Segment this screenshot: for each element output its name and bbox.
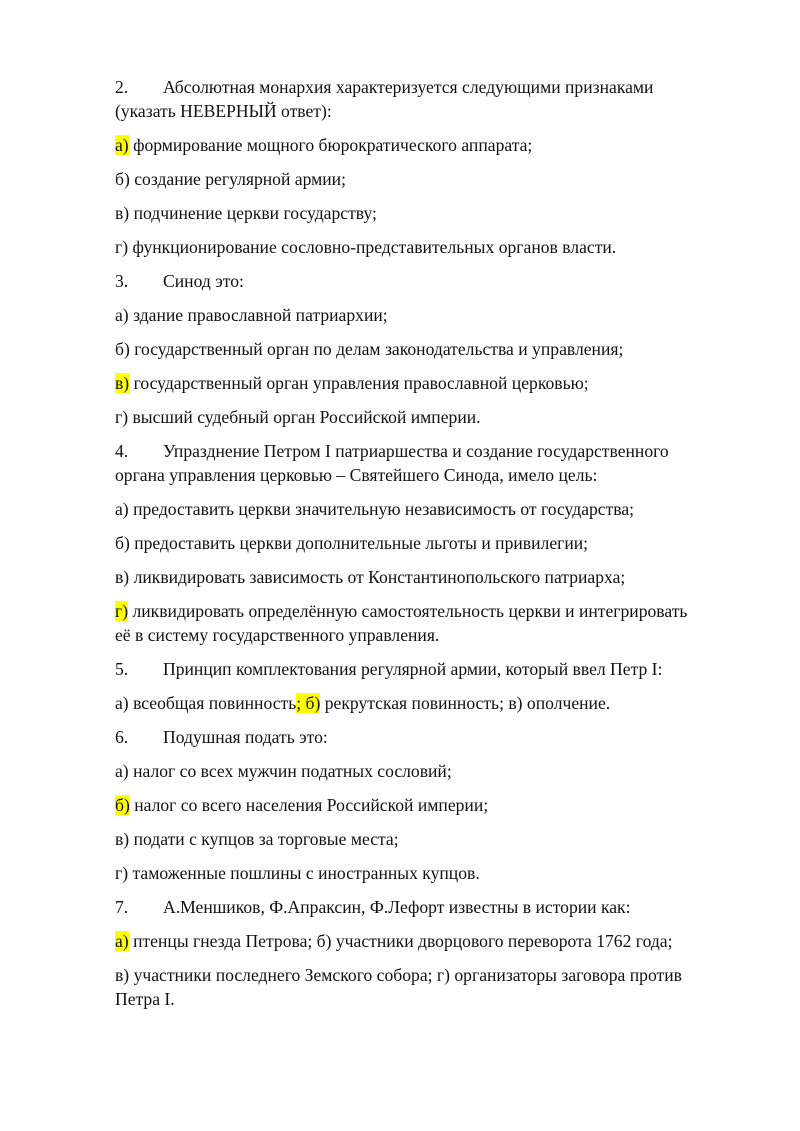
answer-option	[115, 827, 399, 851]
answer-text: предоставить церкви дополнительные льготы и привилегии;	[129, 533, 589, 553]
answer-option	[115, 929, 673, 953]
question-number: 2.	[115, 77, 129, 97]
answer-text: здание православной патриархии;	[128, 305, 388, 325]
question-text: органа управления церковью – Святейшего Синода, имело цель:	[115, 465, 598, 485]
question-3-line-1	[115, 269, 244, 293]
answer-letter: в)	[115, 203, 130, 223]
answer-text: а) всеобщая повинность	[115, 693, 297, 713]
answer-letter: г)	[115, 863, 129, 883]
answer-option	[115, 337, 623, 361]
highlighted-answer-letter: г)	[115, 601, 129, 621]
answer-letter: б)	[115, 169, 130, 189]
answer-letter: в)	[115, 567, 130, 587]
answer-option	[115, 405, 481, 429]
answer-letter: а)	[115, 305, 129, 325]
question-text: Синод это:	[163, 271, 244, 291]
question-6-line-1	[115, 725, 328, 749]
answer-text: функционирование сословно-представительных органов власти.	[128, 237, 617, 257]
answer-text: подати с купцов за торговые места;	[129, 829, 399, 849]
question-7-line-1	[115, 895, 631, 919]
answer-text: рекрутская повинность; в) ополчение.	[320, 693, 611, 713]
answer-text: налог со всего населения Российской империи;	[129, 795, 489, 815]
answer-letter: г)	[115, 237, 129, 257]
question-number: 7.	[115, 897, 129, 917]
highlighted-answer-letter: в)	[115, 373, 130, 393]
question-number: 3.	[115, 271, 129, 291]
question-number: 4.	[115, 441, 129, 461]
answer-option	[115, 201, 377, 225]
answer-letter: а)	[115, 499, 129, 519]
question-text: Принцип комплектования регулярной армии, который ввел Петр I:	[163, 659, 663, 679]
question-text: А.Меншиков, Ф.Апраксин, Ф.Лефорт известны в истории как:	[163, 897, 631, 917]
question-4-line-1	[115, 439, 669, 463]
question-number: 6.	[115, 727, 129, 747]
highlighted-answer-letter: ; б)	[296, 693, 321, 713]
answer-letter: б)	[115, 339, 130, 359]
answer-text: государственный орган по делам законодательства и управления;	[129, 339, 624, 359]
answer-text: подчинение церкви государству;	[129, 203, 377, 223]
answer-option	[115, 497, 634, 521]
answer-letter: а)	[115, 761, 129, 781]
highlighted-answer-letter: а)	[115, 931, 129, 951]
question-4-line-2	[115, 463, 597, 487]
answer-option	[115, 861, 480, 885]
answer-letter: г)	[115, 407, 129, 427]
question-text: Абсолютная монархия характеризуется следующими признаками	[163, 77, 654, 97]
answer-option	[115, 759, 452, 783]
answer-text: высший судебный орган Российской империи.	[128, 407, 481, 427]
answer-text: её в систему государственного управления.	[115, 625, 440, 645]
answer-text: ликвидировать определённую самостоятельность церкви и интегрировать	[128, 601, 688, 621]
answer-option	[115, 235, 616, 259]
question-text: Подушная подать это:	[163, 727, 328, 747]
answer-option	[115, 167, 346, 191]
answer-text: формирование мощного бюрократического аппарата;	[128, 135, 533, 155]
answer-text: Петра I.	[115, 989, 175, 1009]
answer-option	[115, 531, 588, 555]
question-5-line-1	[115, 657, 662, 681]
answer-text: налог со всех мужчин податных сословий;	[128, 761, 452, 781]
answer-option-continuation	[115, 987, 175, 1011]
answer-letter: в)	[115, 829, 130, 849]
answer-option	[115, 565, 625, 589]
answer-option	[115, 133, 532, 157]
answer-option-continuation	[115, 623, 439, 647]
answer-option	[115, 371, 589, 395]
answer-option	[115, 599, 687, 623]
answer-text: таможенные пошлины с иностранных купцов.	[128, 863, 480, 883]
answer-option	[115, 691, 610, 715]
answer-text: создание регулярной армии;	[129, 169, 346, 189]
answer-option	[115, 963, 682, 987]
answer-text: в) участники последнего Земского собора; г) организаторы заговора против	[115, 965, 682, 985]
answer-text: ликвидировать зависимость от Константинопольского патриарха;	[129, 567, 626, 587]
answer-text: птенцы гнезда Петрова; б) участники дворцового переворота 1762 года;	[128, 931, 673, 951]
answer-letter: б)	[115, 533, 130, 553]
answer-option	[115, 303, 388, 327]
answer-text: предоставить церкви значительную независимость от государства;	[128, 499, 635, 519]
highlighted-answer-letter: а)	[115, 135, 129, 155]
question-text: (указать НЕВЕРНЫЙ ответ):	[115, 101, 332, 121]
answer-option	[115, 793, 488, 817]
question-text: Упразднение Петром I патриаршества и создание государственного	[163, 441, 669, 461]
question-2-line-1	[115, 75, 653, 99]
question-2-line-2	[115, 99, 332, 123]
answer-text: государственный орган управления православной церковью;	[129, 373, 589, 393]
question-number: 5.	[115, 659, 129, 679]
highlighted-answer-letter: б)	[115, 795, 130, 815]
